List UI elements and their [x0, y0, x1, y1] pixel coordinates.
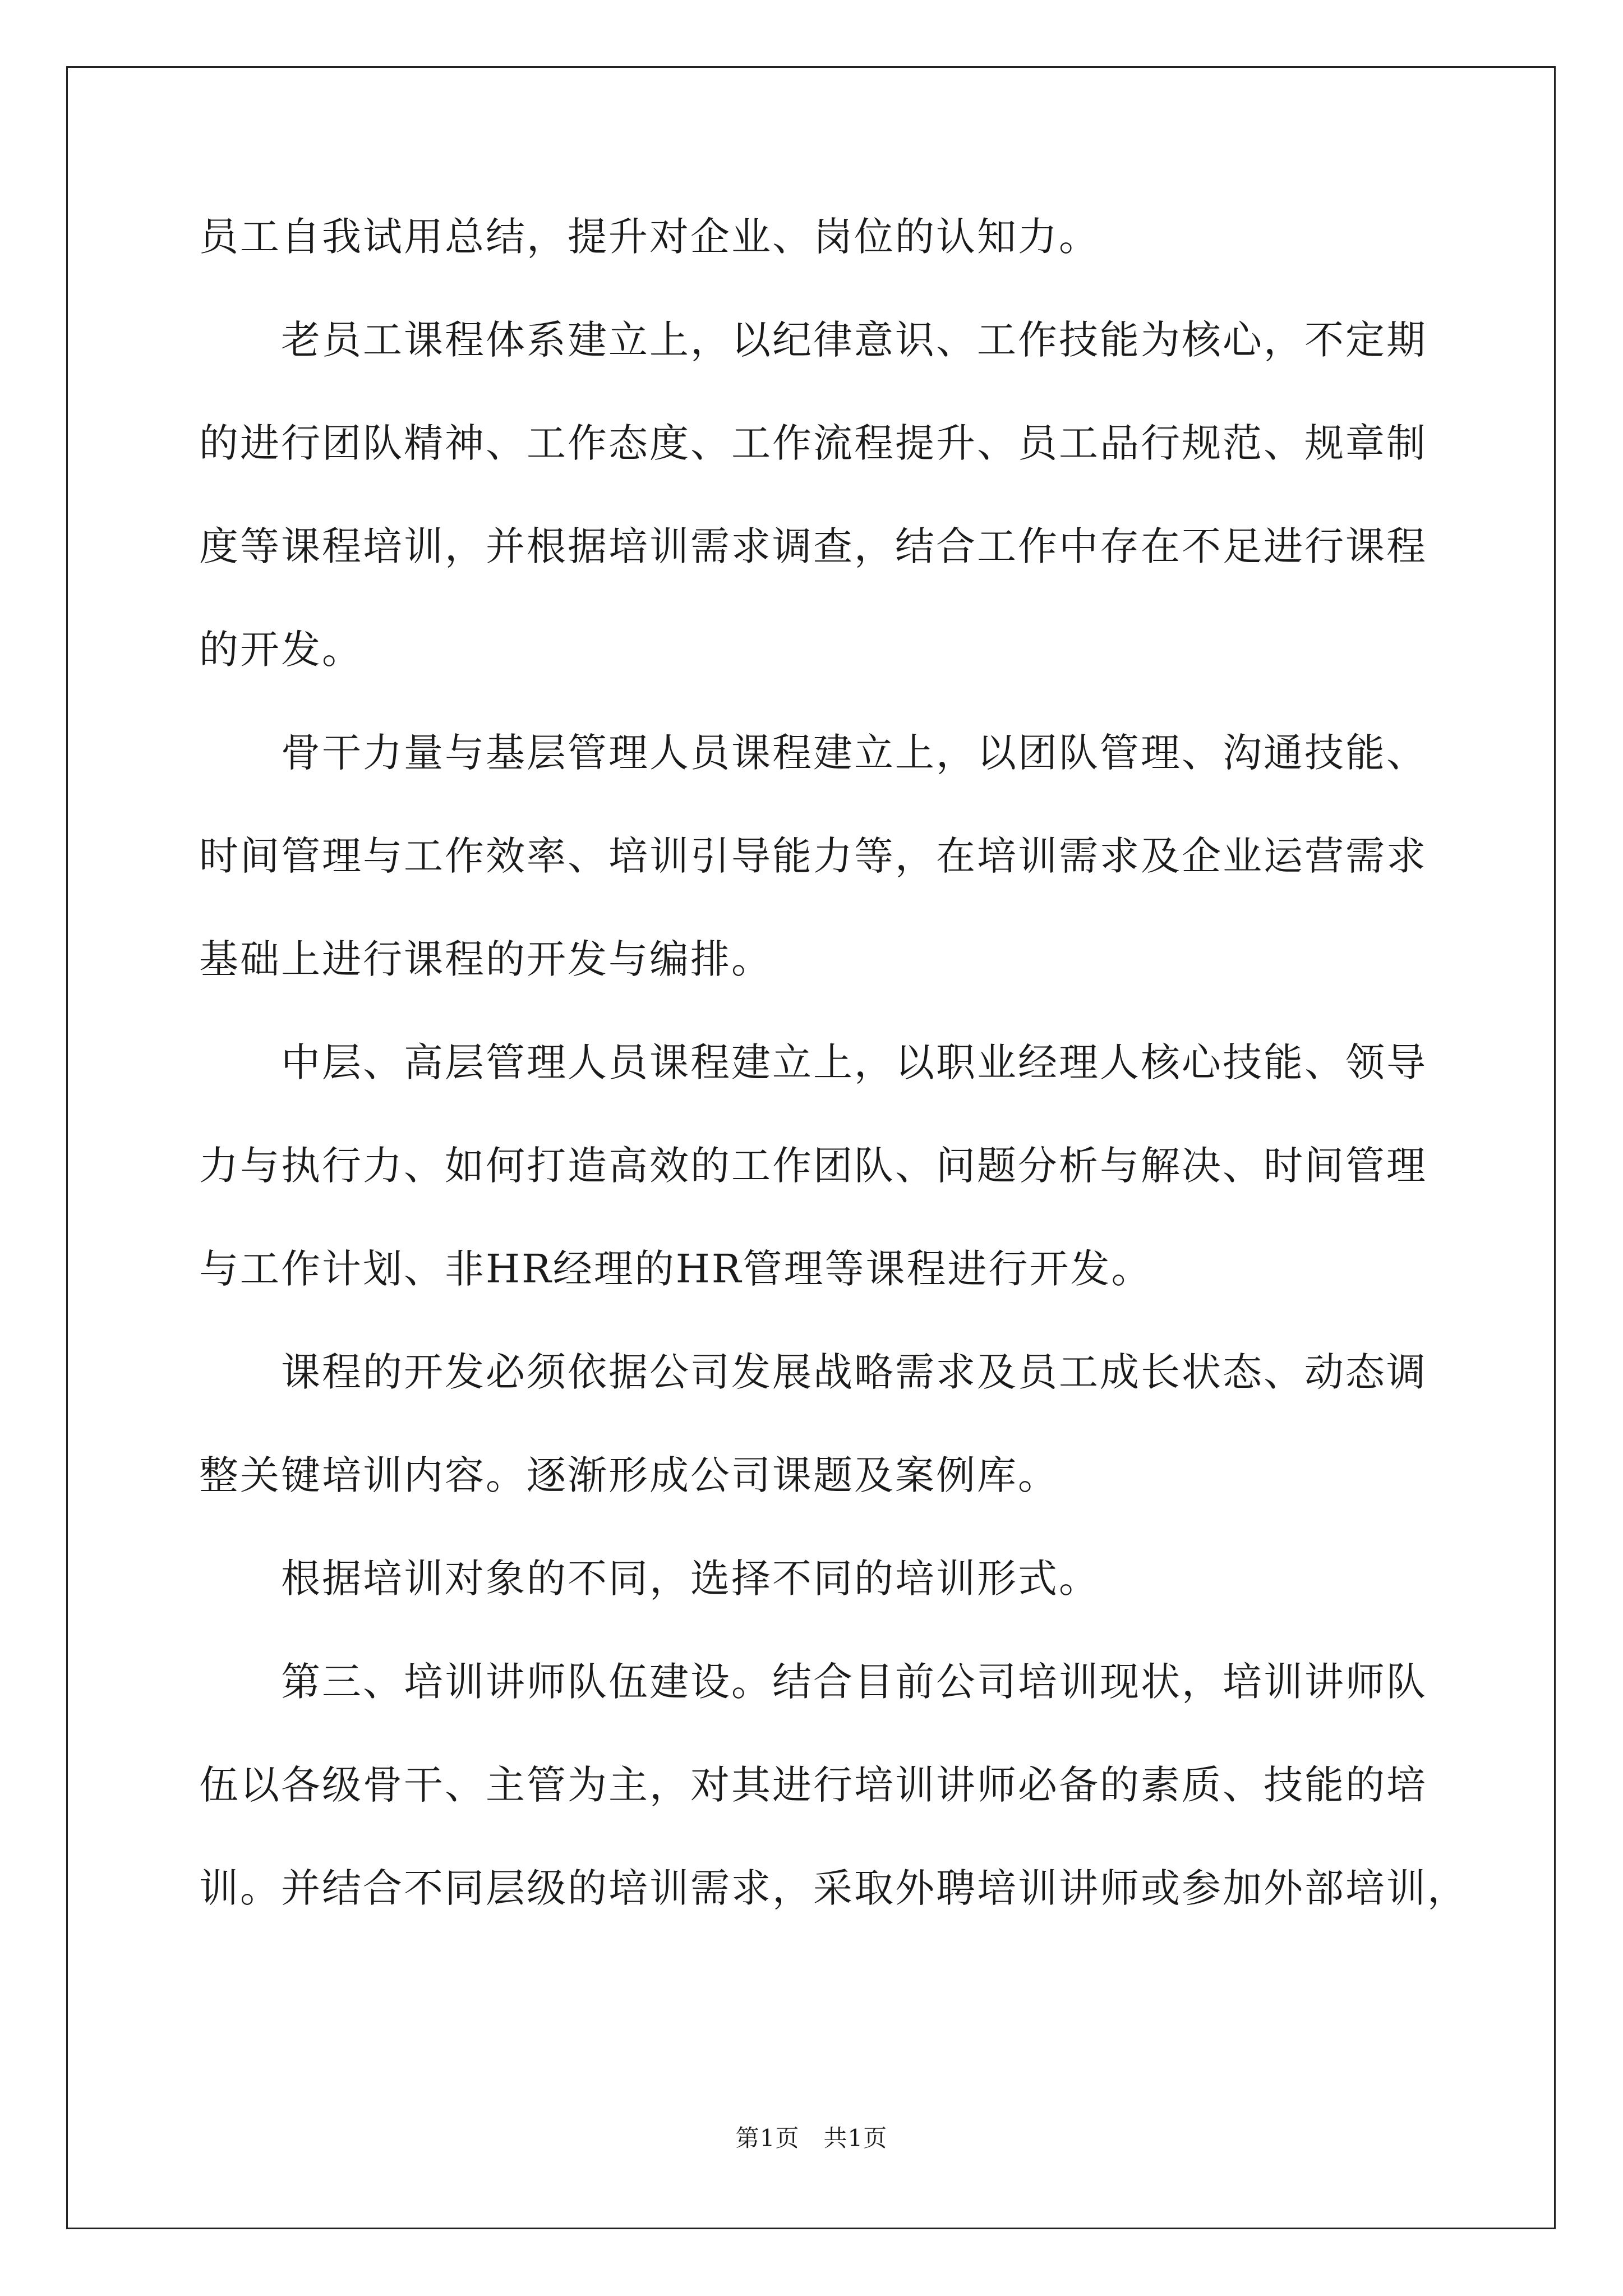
document-body	[199, 197, 1468, 1952]
text-line: 的开发。	[199, 627, 363, 673]
text-line: 课程的开发必须依据公司发展战略需求及员工成长状态、动态调	[199, 1349, 1427, 1395]
text-line: 老员工课程体系建立上，以纪律意识、工作技能为核心，不定期	[199, 317, 1427, 363]
text-line: 训。并结合不同层级的培训需求，采取外聘培训讲师或参加外部培训，	[199, 1865, 1468, 1911]
text-line: 与工作计划、非HR经理的HR管理等课程进行开发。	[199, 1246, 1152, 1292]
text-line: 根据培训对象的不同，选择不同的培训形式。	[199, 1556, 1100, 1602]
text-line: 员工自我试用总结，提升对企业、岗位的认知力。	[199, 214, 1100, 260]
text-line: 的进行团队精神、工作态度、工作流程提升、员工品行规范、规章制	[199, 420, 1427, 466]
text-line: 基础上进行课程的开发与编排。	[199, 936, 772, 982]
text-line: 力与执行力、如何打造高效的工作团队、问题分析与解决、时间管理	[199, 1143, 1427, 1189]
text-line: 伍以各级骨干、主管为主，对其进行培训讲师必备的素质、技能的培	[199, 1762, 1427, 1808]
text-line: 骨干力量与基层管理人员课程建立上，以团队管理、沟通技能、	[199, 730, 1427, 776]
text-line: 度等课程培训，并根据培训需求调查，结合工作中存在不足进行课程	[199, 523, 1427, 569]
text-line: 时间管理与工作效率、培训引导能力等，在培训需求及企业运营需求	[199, 833, 1427, 879]
text-line: 第三、培训讲师队伍建设。结合目前公司培训现状，培训讲师队	[199, 1659, 1427, 1705]
text-line: 整关键培训内容。逐渐形成公司课题及案例库。	[199, 1452, 1059, 1498]
page-number-footer: 第1页 共1页	[735, 2124, 888, 2152]
text-line: 中层、高层管理人员课程建立上，以职业经理人核心技能、领导	[199, 1039, 1427, 1085]
